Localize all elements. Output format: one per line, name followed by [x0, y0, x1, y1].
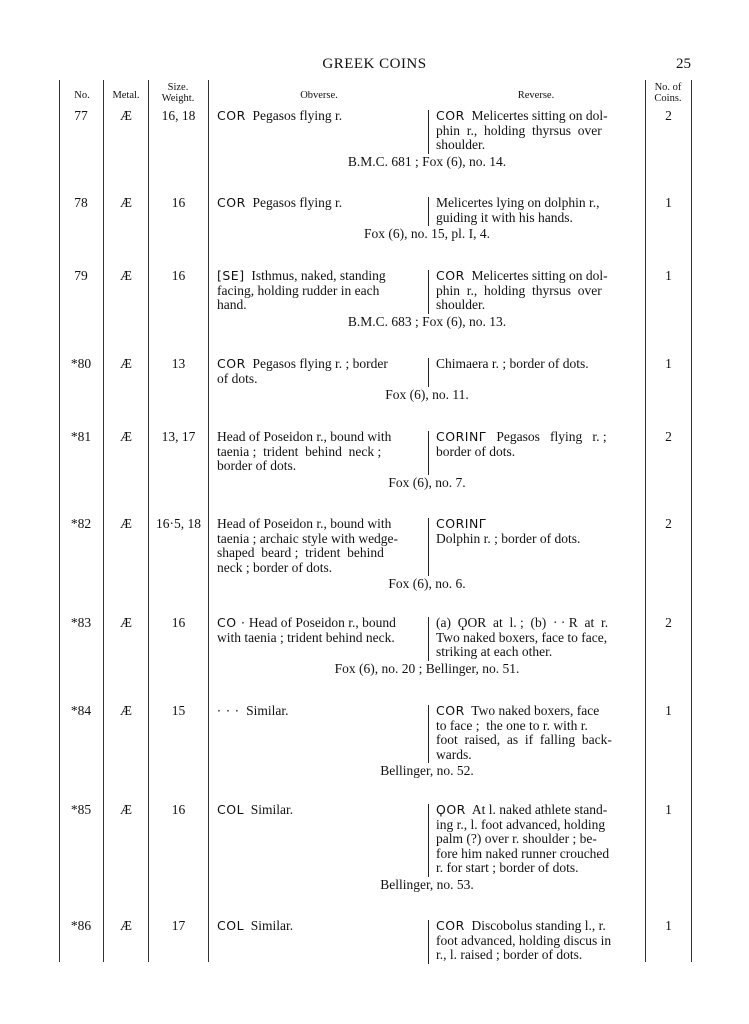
text-line — [436, 195, 640, 210]
description-text: facing, holding rudder in each — [217, 282, 380, 298]
coin-count: 1 — [665, 802, 672, 817]
coin-number: *85 — [70, 802, 92, 817]
text-line — [436, 802, 640, 817]
coin-size-weight: 13, 17 — [161, 429, 196, 444]
legend-text: CORINΓ — [436, 516, 487, 531]
description-text: phin r., holding thyrsus over — [436, 282, 602, 298]
text-line — [217, 458, 423, 473]
coin-metal: Æ — [119, 429, 132, 444]
description-text: Similar. — [244, 918, 294, 933]
text-line — [436, 817, 640, 832]
obverse-reverse-divider — [428, 617, 429, 661]
reference-citation: B.M.C. 683 ; Fox (6), no. 13. — [347, 313, 507, 329]
text-line — [436, 516, 640, 531]
description-text: taenia ; trident behind neck ; — [217, 443, 382, 459]
description-text: foot advanced, holding discus in — [436, 932, 612, 948]
description-text: with taenia ; trident behind neck. — [217, 629, 395, 645]
reference-citation: Fox (6), no. 15, pl. I, 4. — [364, 226, 490, 242]
description-text: phin r., holding thyrsus over — [436, 122, 602, 138]
col-header-coins — [644, 82, 692, 104]
text-line — [217, 444, 423, 459]
coin-number: *80 — [70, 356, 92, 371]
description-text: shoulder. — [436, 137, 486, 153]
obverse-reverse-divider — [428, 920, 429, 964]
page-number: 25 — [676, 56, 691, 72]
text-line — [436, 860, 640, 875]
reference-citation: Fox (6), no. 6. — [388, 576, 466, 592]
description-text: Head of Poseidon r., bound with — [217, 429, 392, 444]
text-line — [436, 732, 640, 747]
text-line — [436, 356, 640, 371]
coin-size-weight: 16 — [171, 268, 186, 283]
reference-citation: Bellinger, no. 53. — [380, 877, 474, 892]
text-line — [436, 531, 640, 546]
obverse-reverse-divider — [428, 804, 429, 877]
coin-metal: Æ — [119, 918, 132, 933]
col-header-obverse: Obverse. — [300, 90, 338, 101]
text-line — [436, 283, 640, 298]
legend-text: [SE] — [217, 268, 245, 283]
text-line — [436, 747, 640, 762]
description-text: Two naked boxers, face to face, — [436, 629, 608, 645]
coin-size-weight: 16 — [171, 195, 186, 210]
legend-text: · · · — [217, 703, 240, 718]
legend-text: COL — [217, 802, 245, 817]
description-text: border of dots. — [217, 458, 297, 474]
col-header-size-line1: Size. — [167, 82, 189, 93]
reference-citation: Fox (6), no. 7. — [388, 474, 466, 490]
description-text: Pegasos flying r. ; border — [245, 356, 388, 371]
description-text: Chimaera r. ; border of dots. — [436, 356, 589, 371]
text-line — [436, 918, 640, 933]
legend-text: COR — [436, 703, 465, 718]
reference-citation: Fox (6), no. 20 ; Bellinger, no. 51. — [334, 660, 520, 676]
description-text: ing r., l. foot advanced, holding — [436, 816, 606, 832]
page-title: GREEK COINS — [322, 56, 427, 72]
description-text: neck ; border of dots. — [217, 559, 333, 575]
col-header-coins-line1: No. of — [654, 82, 682, 93]
text-line — [217, 630, 423, 645]
text-line — [436, 718, 640, 733]
coin-size-weight: 16 — [171, 802, 186, 817]
coin-number: *82 — [70, 516, 92, 531]
obverse-reverse-divider — [428, 518, 429, 576]
text-line — [436, 210, 640, 225]
description-text: of dots. — [217, 370, 258, 386]
text-line — [436, 846, 640, 861]
coin-count: 1 — [665, 356, 672, 371]
description-text: (a) ϘOR at l. ; (b) · · R at r. — [436, 615, 609, 630]
coin-number: *83 — [70, 615, 92, 630]
description-text: to face ; the one to r. with r. — [436, 717, 588, 733]
text-line — [217, 560, 423, 575]
legend-text: COR — [217, 108, 246, 123]
coin-number: 78 — [74, 195, 88, 210]
coin-count: 1 — [665, 268, 672, 283]
legend-text: COR — [436, 918, 465, 933]
legend-text: COR — [217, 356, 246, 371]
column-rule — [691, 80, 692, 962]
text-line — [217, 516, 423, 531]
text-line — [436, 630, 640, 645]
description-text: striking at each other. — [436, 644, 553, 660]
description-text: Similar. — [244, 802, 294, 817]
reference-citation: Bellinger, no. 52. — [380, 763, 474, 779]
obverse-reverse-divider — [428, 431, 429, 475]
coin-size-weight: 16·5, 18 — [156, 516, 201, 531]
text-line — [217, 429, 423, 444]
legend-text: ϘOR — [436, 802, 466, 817]
text-line — [436, 137, 640, 152]
coin-count: 2 — [665, 615, 672, 630]
coin-metal: Æ — [119, 195, 132, 210]
text-line — [217, 545, 423, 560]
text-line — [436, 947, 640, 962]
text-line — [436, 108, 640, 123]
coin-number: 77 — [74, 108, 88, 123]
text-line — [217, 356, 423, 371]
obverse-reverse-divider — [428, 270, 429, 314]
coin-number: *84 — [70, 703, 92, 718]
description-text: Isthmus, naked, standing — [244, 268, 386, 283]
coin-size-weight: 13 — [171, 356, 186, 371]
coin-size-weight: 16 — [171, 615, 186, 630]
text-line — [217, 195, 423, 210]
text-line — [436, 644, 640, 659]
text-line — [436, 297, 640, 312]
text-line — [217, 802, 423, 817]
coin-metal: Æ — [119, 615, 132, 630]
text-line — [436, 831, 640, 846]
description-text: r. for start ; border of dots. — [436, 860, 579, 876]
legend-text: CORINΓ — [436, 429, 487, 444]
coin-count: 2 — [665, 108, 672, 123]
description-text: shoulder. — [436, 297, 486, 313]
legend-text: COR — [436, 108, 465, 123]
text-line — [217, 283, 423, 298]
description-text: Melicertes lying on dolphin r., — [436, 195, 600, 210]
description-text: Melicertes sitting on dol- — [464, 108, 608, 123]
description-text: shaped beard ; trident behind — [217, 545, 384, 561]
description-text: Pegasos flying r. — [245, 108, 343, 123]
description-text: Pegasos flying r. ; — [486, 429, 607, 444]
text-line — [436, 615, 640, 630]
text-line — [217, 297, 423, 312]
column-rule — [208, 80, 209, 962]
legend-text: COR — [217, 195, 246, 210]
text-line — [217, 268, 423, 283]
coin-metal: Æ — [119, 268, 132, 283]
description-text: fore him naked runner crouched — [436, 845, 610, 861]
legend-text: COL — [217, 918, 245, 933]
coin-metal: Æ — [119, 703, 132, 718]
description-text: Head of Poseidon r., bound with — [217, 516, 392, 531]
coin-metal: Æ — [119, 108, 132, 123]
reference-citation: Fox (6), no. 11. — [385, 387, 469, 403]
coin-number: *81 — [70, 429, 92, 444]
text-line — [436, 268, 640, 283]
coin-count: 1 — [665, 195, 672, 210]
description-text: Dolphin r. ; border of dots. — [436, 530, 581, 546]
coin-metal: Æ — [119, 356, 132, 371]
description-text: guiding it with his hands. — [436, 209, 573, 225]
text-line — [436, 933, 640, 948]
coin-size-weight: 15 — [171, 703, 186, 718]
coin-metal: Æ — [119, 516, 132, 531]
coin-count: 2 — [665, 429, 672, 444]
text-line — [217, 615, 423, 630]
text-line — [436, 444, 640, 459]
reference-citation: B.M.C. 681 ; Fox (6), no. 14. — [347, 153, 507, 169]
col-header-size — [151, 82, 205, 104]
col-header-size-line2: Weight. — [161, 93, 195, 104]
text-line — [436, 429, 640, 444]
col-header-no: No. — [74, 90, 90, 101]
description-text: Melicertes sitting on dol- — [464, 268, 608, 283]
text-line — [217, 108, 423, 123]
description-text: Two naked boxers, face — [464, 703, 600, 718]
description-text: taenia ; archaic style with wedge- — [217, 530, 399, 546]
coin-count: 2 — [665, 516, 672, 531]
coin-size-weight: 16, 18 — [161, 108, 196, 123]
col-header-coins-line2: Coins. — [654, 93, 682, 104]
text-line — [217, 703, 423, 718]
obverse-reverse-divider — [428, 197, 429, 226]
obverse-reverse-divider — [428, 358, 429, 387]
coin-number: *86 — [70, 918, 92, 933]
description-text: Similar. — [239, 703, 289, 718]
coin-metal: Æ — [119, 802, 132, 817]
description-text: Pegasos flying r. — [245, 195, 343, 210]
description-text: wards. — [436, 746, 472, 762]
text-line — [217, 371, 423, 386]
coin-count: 1 — [665, 703, 672, 718]
legend-text: COR — [436, 268, 465, 283]
description-text: r., l. raised ; border of dots. — [436, 947, 583, 963]
coin-count: 1 — [665, 918, 672, 933]
coin-size-weight: 17 — [171, 918, 186, 933]
obverse-reverse-divider — [428, 705, 429, 763]
obverse-reverse-divider — [428, 110, 429, 154]
description-text: palm (?) over r. shoulder ; be- — [436, 831, 597, 847]
col-header-reverse: Reverse. — [517, 90, 555, 101]
description-text: Head of Poseidon r., bound — [245, 615, 396, 630]
text-line — [217, 531, 423, 546]
text-line — [436, 703, 640, 718]
text-line — [436, 123, 640, 138]
description-text: foot raised, as if falling back- — [436, 732, 612, 748]
coin-number: 79 — [74, 268, 88, 283]
text-line — [217, 918, 423, 933]
description-text: At l. naked athlete stand- — [465, 802, 608, 817]
description-text: hand. — [217, 297, 247, 313]
description-text: Discobolus standing l., r. — [464, 918, 606, 933]
description-text: border of dots. — [436, 443, 516, 459]
col-header-metal: Metal. — [112, 90, 140, 101]
legend-text: CO · — [217, 615, 246, 630]
